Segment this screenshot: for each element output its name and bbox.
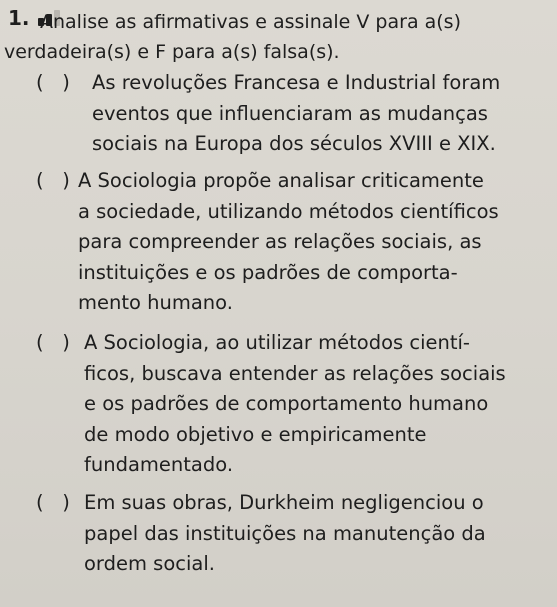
statement-line: de modo objetivo e empiricamente xyxy=(84,422,427,446)
instruction-line: verdadeira(s) e F para a(s) falsa(s). xyxy=(4,41,340,63)
statement-line: A Sociologia propõe analisar criticamente xyxy=(78,169,484,192)
statement-line: e os padrões de comportamento humano xyxy=(84,392,489,415)
question-instruction xyxy=(4,7,548,67)
statement-line: papel das instituições na manutenção da xyxy=(84,521,486,545)
statement-line: fundamentado. xyxy=(84,453,234,476)
statement-text xyxy=(36,166,551,319)
statement-line: sociais na Europa dos séculos XVIII e XIX. xyxy=(92,132,496,155)
statement-item xyxy=(36,488,551,580)
statement-line: eventos que influenciaram as mudanças xyxy=(92,101,488,125)
statement-item xyxy=(36,328,551,481)
statement-text xyxy=(36,68,551,160)
statement-line: mento humano. xyxy=(78,291,233,314)
statement-line: Em suas obras, Durkheim negligenciou o xyxy=(84,491,484,514)
statement-line: A Sociologia, ao utilizar métodos cientí- xyxy=(84,331,470,354)
statement-line: a sociedade, utilizando métodos científicos xyxy=(78,199,499,223)
statement-line: instituições e os padrões de comporta- xyxy=(78,260,458,284)
statement-line: ficos, buscava entender as relações sociais xyxy=(84,361,506,385)
statement-line: para compreender as relações sociais, as xyxy=(78,230,482,253)
instruction-line: Analise as afirmativas e assinale V para a(s) xyxy=(40,11,461,33)
statement-item xyxy=(36,166,551,319)
answer-blank[interactable]: ( ) xyxy=(36,491,70,514)
statement-item xyxy=(36,68,551,160)
question-number: 1. xyxy=(8,6,30,30)
answer-blank[interactable]: ( ) xyxy=(36,331,70,354)
statement-text xyxy=(36,488,551,580)
statement-line: As revoluções Francesa e Industrial foram xyxy=(92,71,501,94)
answer-blank[interactable]: ( ) xyxy=(36,169,70,192)
answer-blank[interactable]: ( ) xyxy=(36,71,70,94)
statement-text xyxy=(36,328,551,481)
statement-line: ordem social. xyxy=(84,552,215,575)
